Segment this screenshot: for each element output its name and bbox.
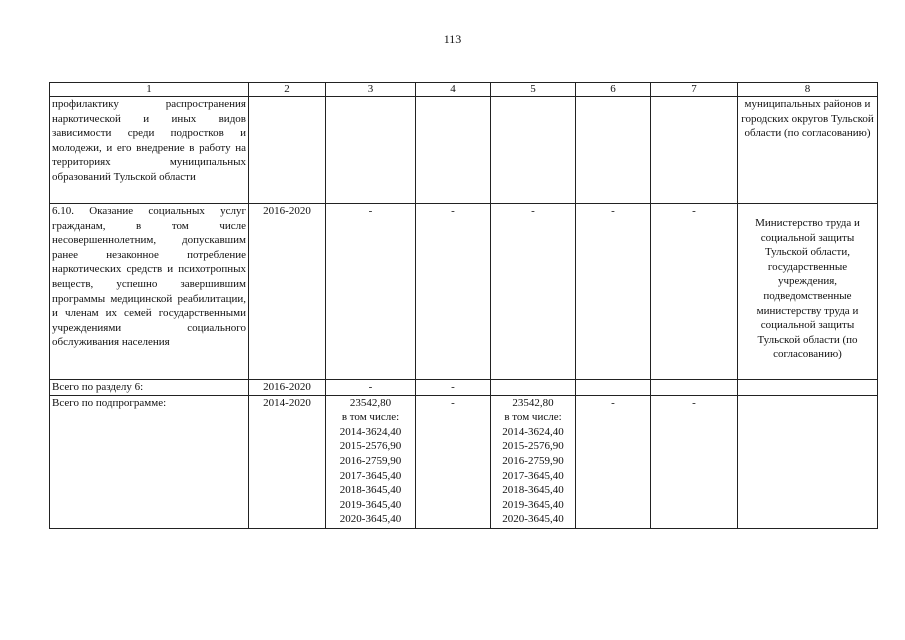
activity-cell: профилактику распространения наркотической и иных видов зависимости среди подростков и молодежи, и его внедрение в работу на территориях муниципальных образований Тульской области bbox=[50, 97, 249, 204]
federal-budget-cell: - bbox=[416, 395, 491, 528]
federal-budget-cell: - bbox=[416, 204, 491, 380]
funding-line: 2016-2759,90 bbox=[339, 454, 402, 467]
total-funding-cell: - bbox=[326, 380, 416, 396]
extra-budget-cell bbox=[651, 97, 738, 204]
funding-line: 23542,80 bbox=[349, 396, 392, 409]
funding-line: 2016-2759,90 bbox=[502, 454, 564, 467]
header-row bbox=[50, 83, 878, 97]
header-cell: 2 bbox=[249, 83, 326, 97]
executor-cell: Министерство труда и социальной защиты Тульской области, государственные учреждения, подведомственные министерству труда и социальной защиты Тульской области (по согласованию) bbox=[738, 204, 878, 380]
funding-line: 23542,80 bbox=[512, 396, 554, 409]
table-row bbox=[50, 204, 878, 380]
funding-line: 2017-3645,40 bbox=[502, 469, 564, 482]
program-table bbox=[49, 82, 878, 529]
funding-line: 2015-2576,90 bbox=[502, 440, 564, 453]
regional-budget-cell bbox=[491, 97, 576, 204]
funding-line: 2014-3624,40 bbox=[339, 425, 402, 438]
funding-line: 2020-3645,40 bbox=[339, 513, 402, 526]
activity-cell: Всего по подпрограмме: bbox=[50, 395, 249, 528]
header-cell: 1 bbox=[50, 83, 249, 97]
total-funding-cell bbox=[326, 395, 416, 528]
funding-line: 2018-3645,40 bbox=[339, 484, 402, 497]
table-row bbox=[50, 380, 878, 396]
federal-budget-cell: - bbox=[416, 380, 491, 396]
executor-cell bbox=[738, 395, 878, 528]
extra-budget-cell bbox=[651, 380, 738, 396]
funding-line: 2019-3645,40 bbox=[339, 498, 402, 511]
header-cell: 4 bbox=[416, 83, 491, 97]
executor-cell: муниципальных районов и городских округов Тульской области (по согласованию) bbox=[738, 97, 878, 204]
funding-line: 2017-3645,40 bbox=[339, 469, 402, 482]
total-funding-cell bbox=[326, 97, 416, 204]
header-cell: 5 bbox=[491, 83, 576, 97]
federal-budget-cell bbox=[416, 97, 491, 204]
activity-cell: 6.10. Оказание социальных услуг гражданам, в том числе несовершеннолетним, допускавшим ранее незаконное потребление наркотических средств и психотропных веществ, успешно завершившим программы медицинской реабилитации, и членам их семей государственными учреждениями социального обслуживания населения bbox=[50, 204, 249, 380]
executor-cell bbox=[738, 380, 878, 396]
regional-budget-cell bbox=[491, 380, 576, 396]
table-row bbox=[50, 395, 878, 528]
funding-line: 2015-2576,90 bbox=[339, 440, 402, 453]
extra-budget-cell: - bbox=[651, 204, 738, 380]
regional-budget-cell: - bbox=[491, 204, 576, 380]
local-budget-cell: - bbox=[576, 204, 651, 380]
local-budget-cell bbox=[576, 97, 651, 204]
funding-line: 2020-3645,40 bbox=[502, 513, 564, 526]
funding-line: 2019-3645,40 bbox=[502, 498, 564, 511]
header-cell: 6 bbox=[576, 83, 651, 97]
regional-budget-cell bbox=[491, 395, 576, 528]
period-cell: 2014-2020 bbox=[249, 395, 326, 528]
page-number: 113 bbox=[443, 32, 462, 46]
total-funding-cell: - bbox=[326, 204, 416, 380]
extra-budget-cell: - bbox=[651, 395, 738, 528]
local-budget-cell bbox=[576, 380, 651, 396]
header-cell: 7 bbox=[651, 83, 738, 97]
local-budget-cell: - bbox=[576, 395, 651, 528]
header-cell: 8 bbox=[738, 83, 878, 97]
funding-line: 2014-3624,40 bbox=[502, 425, 564, 438]
table-row bbox=[50, 97, 878, 204]
funding-line: 2018-3645,40 bbox=[502, 484, 564, 497]
activity-cell: Всего по разделу 6: bbox=[50, 380, 249, 396]
period-cell: 2016-2020 bbox=[249, 204, 326, 380]
period-cell: 2016-2020 bbox=[249, 380, 326, 396]
funding-line: в том числе: bbox=[341, 411, 400, 424]
header-cell: 3 bbox=[326, 83, 416, 97]
period-cell bbox=[249, 97, 326, 204]
funding-line: в том числе: bbox=[504, 411, 562, 424]
